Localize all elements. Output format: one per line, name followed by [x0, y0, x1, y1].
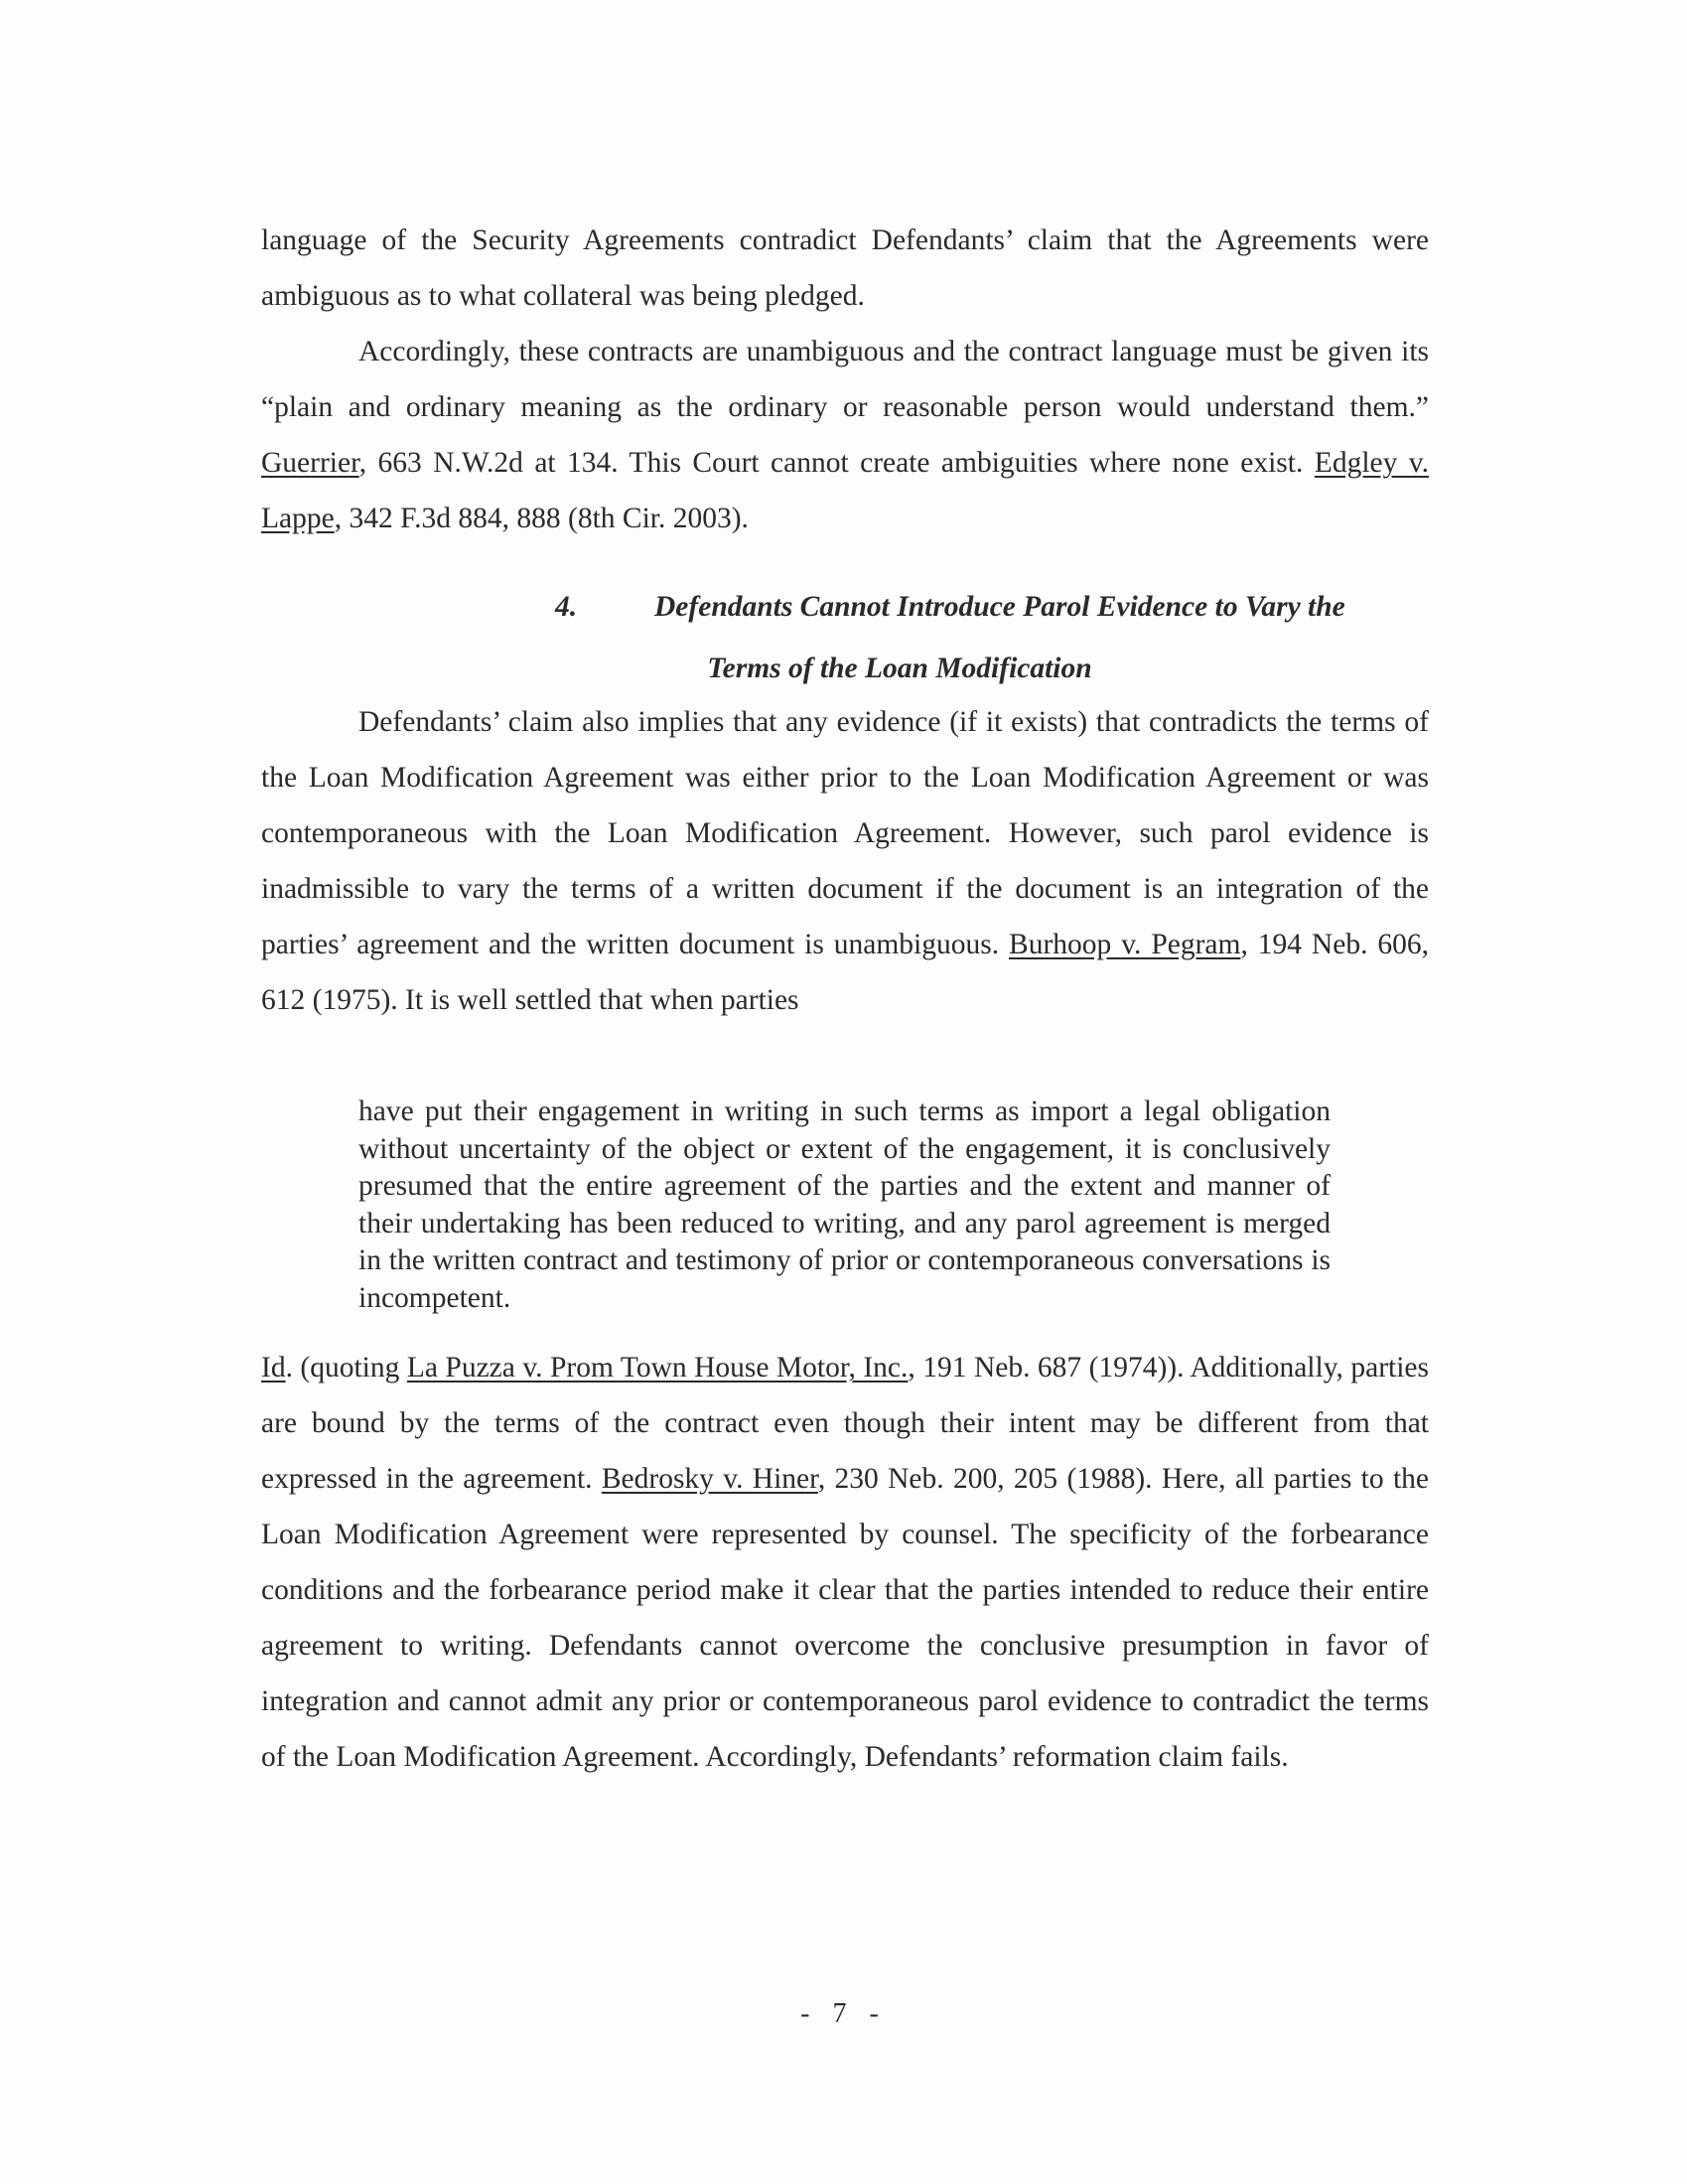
- page-number: - 7 -: [800, 1998, 887, 2029]
- case-citation-edgley: Edgley v. Lappe: [261, 447, 1429, 534]
- paragraph-text: . (quoting: [285, 1352, 407, 1383]
- paragraph-security-agreements: [261, 213, 1429, 324]
- paragraph-text: , 342 F.3d 884, 888 (8th Cir. 2003).: [334, 503, 749, 534]
- paragraph-text: , 230 Neb. 200, 205 (1988). Here, all parties to the Loan Modification Agreement were represented by counsel. The specificity of the forbearance conditions and the forbearance period make it clear that the parties intended to reduce their entire agreement to writing. Defendants cannot overcome the conclusive presumption in favor of integration and cannot admit any prior or contemporaneous parol evidence to contradict the terms of the Loan Modification Agreement. Accordingly, Defendants’ reformation claim fails.: [261, 1463, 1430, 1773]
- case-citation-id: Id: [261, 1352, 286, 1383]
- section-heading: [261, 576, 1429, 699]
- paragraph-text: , 663 N.W.2d at 134. This Court cannot create ambiguities where none exist.: [358, 447, 1315, 479]
- paragraph-unambiguous-contracts: [261, 324, 1429, 546]
- block-quotation: [358, 1093, 1331, 1317]
- case-citation-bedrosky: Bedrosky v. Hiner: [601, 1463, 818, 1495]
- paragraph-text: language of the Security Agreements contradict Defendants’ claim that the Agreements were ambiguous as to what collateral was being pledged.: [261, 224, 1429, 312]
- paragraph-text: , 191 Neb. 687 (1974)). Additionally, parties are bound by the terms of the contract even though their intent may be different from that expressed in the agreement.: [261, 1352, 1430, 1495]
- section-heading-line-1: [261, 576, 1429, 638]
- paragraph-text: Defendants’ claim also implies that any evidence (if it exists) that contradicts the terms of the Loan Modification Agreement was either prior to the Loan Modification Agreement or was contemporaneous with the Loan Modification Agreement. However, such parol evidence is inadmissible to vary the terms of a written document if the document is an integration of the parties’ agreement and the written document is unambiguous.: [261, 706, 1429, 960]
- section-number: 4.: [555, 591, 578, 623]
- paragraph-conclusion: [261, 1340, 1429, 1785]
- case-citation-burhoop: Burhoop v. Pegram: [1009, 929, 1241, 960]
- paragraph-text: Accordingly, these contracts are unambiguous and the contract language must be given its “plain and ordinary meaning as the ordinary or reasonable person would understand them.”: [261, 336, 1429, 423]
- paragraph-text: , 194 Neb. 606, 612 (1975). It is well settled that when parties: [261, 929, 1429, 1016]
- quotation-text: have put their engagement in writing in such terms as import a legal obligation without uncertainty of the object or extent of the engagement, it is conclusively presumed that the entire agreement of the parties and the extent and manner of their undertaking has been reduced to writing, and any parol agreement is merged in the written contract and testimony of prior or contemporaneous conversations is incompetent.: [358, 1095, 1331, 1314]
- case-citation-guerrier: Guerrier: [261, 447, 359, 479]
- section-title-part-1: Defendants Cannot Introduce Parol Evidence to Vary the: [654, 591, 1345, 623]
- paragraph-parol-evidence: [261, 694, 1429, 1028]
- section-title-part-2: Terms of the Loan Modification: [707, 653, 1092, 684]
- case-citation-la-puzza: La Puzza v. Prom Town House Motor, Inc.: [406, 1352, 909, 1383]
